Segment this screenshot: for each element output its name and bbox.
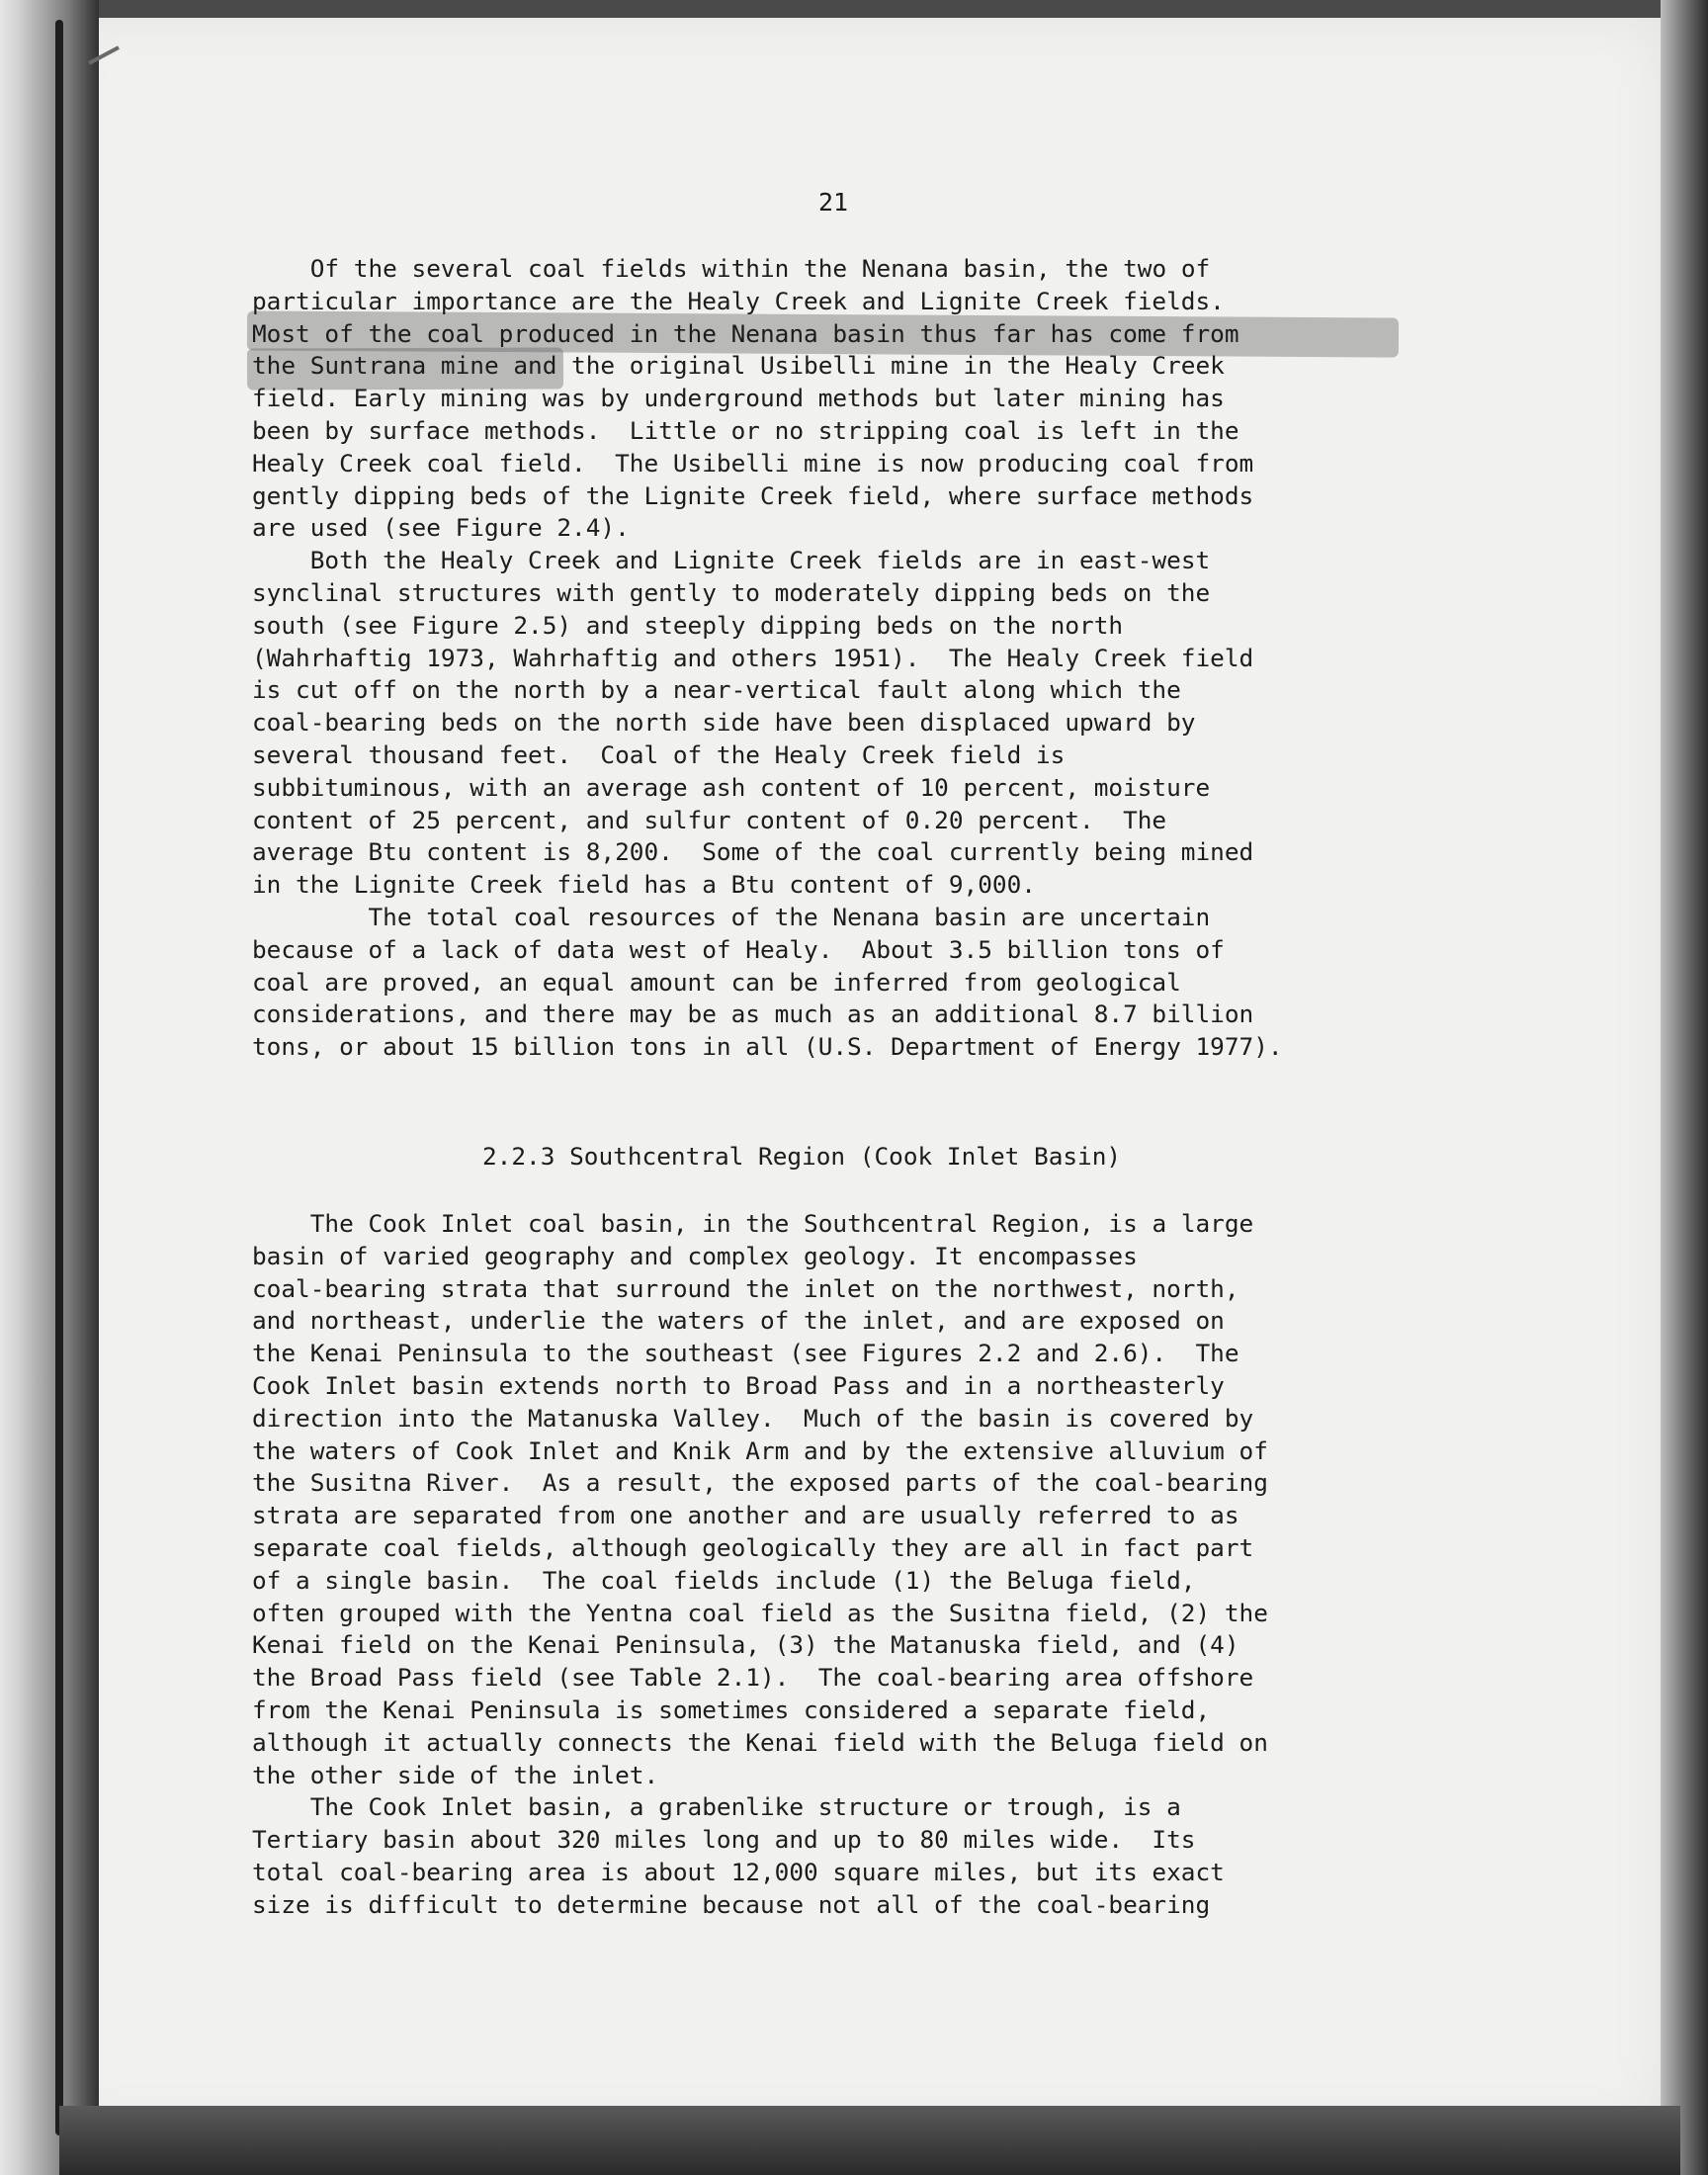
- paragraph: Of the several coal fields within the Nenana basin, the two of particular importance are the Healy Creek and Lignite Creek fields. Most of the coal produced in the Nenana basin thus far has come from the Suntrana mine and the original Usibelli mine in the Healy Creek field. Early mining was by underground methods but later mining has been by surface methods. Little or no stripping coal is left in the Healy Creek coal field. The Usibelli mine is now producing coal from gently dipping beds of the Lignite Creek field, where surface methods are used (see Figure 2.4).: [252, 254, 1254, 543]
- book-gutter-shadow: [0, 0, 99, 2175]
- page-number: 21: [818, 188, 849, 217]
- paragraph: The Cook Inlet coal basin, in the Southcentral Region, is a large basin of varied geography and complex geology. It encompasses coal-bearing strata that surround the inlet on the northwest, north, and northeast, underlie the waters of the inlet, and are exposed on the Kenai Peninsula to the southeast (see Figures 2.2 and 2.6). The Cook Inlet basin extends north to Broad Pass and in a northeasterly direction into the Matanuska Valley. Much of the basin is covered by the waters of Cook Inlet and Knik Arm and by the extensive alluvium of the Susitna River. As a result, the exposed parts of the coal-bearing strata are separated from one another and are usually referred to as separate coal fields, although geologically they are all in fact part of a single basin. The coal fields include (1) the Beluga field, often grouped with the Yentna coal field as the Susitna field, (2) the Kenai field on the Kenai Peninsula, (3) the Matanuska field, and (4) the Broad Pass field (see Table 2.1). The coal-bearing area offshore from the Kenai Peninsula is sometimes considered a separate field, although it actually connects the Kenai field with the Beluga field on the other side of the inlet.: [252, 1209, 1268, 1789]
- paragraph: Both the Healy Creek and Lignite Creek fields are in east-west synclinal structures with gently to moderately dipping beds on the south (see Figure 2.5) and steeply dipping beds on the north (Wahrhaftig 1973, Wahrhaftig and others 1951). The Healy Creek field is cut off on the north by a near-vertical fault along which the coal-bearing beds on the north side have been displaced upward by several thousand feet. Coal of the Healy Creek field is subbituminous, with an average ash content of 10 percent, moisture content of 25 percent, and sulfur content of 0.20 percent. The average Btu content is 8,200. Some of the coal currently being mined in the Lignite Creek field has a Btu content of 9,000.: [252, 546, 1254, 900]
- paragraph: The total coal resources of the Nenana basin are uncertain because of a lack of data west of Healy. About 3.5 billion tons of coal are proved, an equal amount can be inferred from geological considerations, and there may be as much as an additional 8.7 billion tons, or about 15 billion tons in all (U.S. Department of Energy 1977).: [252, 902, 1283, 1062]
- page-bottom-edge: [59, 2106, 1680, 2175]
- binding-edge: [55, 20, 63, 2135]
- body-text-nenana: [252, 253, 1399, 1064]
- section-heading: 2.2.3 Southcentral Region (Cook Inlet Basin): [482, 1142, 1122, 1171]
- page-right-edge: [1661, 0, 1708, 2175]
- body-text-cook-inlet: [252, 1208, 1399, 1922]
- paragraph: The Cook Inlet basin, a grabenlike structure or trough, is a Tertiary basin about 320 miles long and up to 80 miles wide. Its total coal-bearing area is about 12,000 square miles, but its exact size is difficult to determine because not all of the coal-bearing: [252, 1792, 1225, 1919]
